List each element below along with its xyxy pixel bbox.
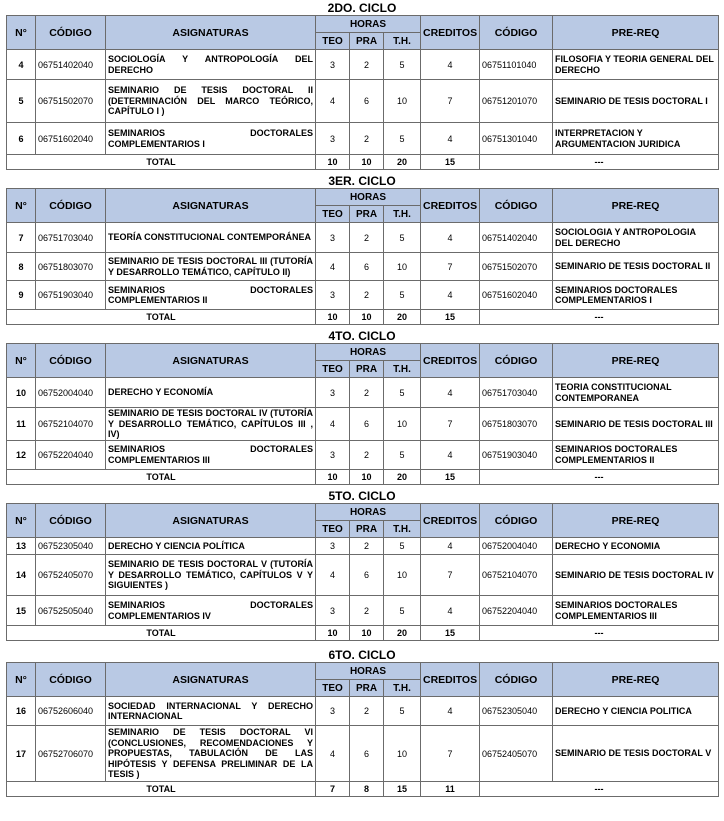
header-horas: HORAS	[316, 189, 421, 206]
total-pra: 10	[350, 626, 384, 641]
header-pra: PRA	[350, 680, 384, 697]
header-creditos: CREDITOS	[421, 663, 480, 697]
header-codigo-prereq: CÓDIGO	[480, 189, 553, 223]
course-code: 06751803070	[36, 253, 106, 281]
header-prereq: PRE-REQ	[553, 663, 719, 697]
row-number: 15	[7, 596, 36, 626]
prereq-name: INTERPRETACION Y ARGUMENTACION JURIDICA	[553, 123, 719, 155]
credits: 4	[421, 440, 480, 469]
credits: 4	[421, 596, 480, 626]
header-codigo: CÓDIGO	[36, 344, 106, 378]
course-name: SEMINARIO DE TESIS DOCTORAL III (TUTORÍA Y DESARROLLO TEMÁTICO, CAPÍTULO II)	[106, 253, 316, 281]
prereq-code: 06752104070	[480, 555, 553, 596]
prereq-name: TEORIA CONSTITUCIONAL CONTEMPORANEA	[553, 378, 719, 408]
prereq-code: 06751101040	[480, 50, 553, 80]
total-label: TOTAL	[7, 155, 316, 170]
course-code: 06752004040	[36, 378, 106, 408]
header-pra: PRA	[350, 521, 384, 538]
total-th: 20	[384, 626, 421, 641]
header-num: N°	[7, 344, 36, 378]
pra-hours: 6	[350, 80, 384, 123]
total-hours: 5	[384, 596, 421, 626]
header-codigo-prereq: CÓDIGO	[480, 16, 553, 50]
credits: 4	[421, 378, 480, 408]
header-prereq: PRE-REQ	[553, 344, 719, 378]
total-teo: 10	[316, 155, 350, 170]
total-row	[7, 469, 719, 484]
header-codigo-prereq: CÓDIGO	[480, 663, 553, 697]
total-hours: 5	[384, 378, 421, 408]
total-row	[7, 782, 719, 797]
teo-hours: 4	[316, 80, 350, 123]
cycle-title: 3ER. CICLO	[328, 174, 396, 188]
prereq-name: SEMINARIO DE TESIS DOCTORAL I	[553, 80, 719, 123]
course-code: 06751703040	[36, 223, 106, 253]
table-row	[7, 253, 719, 281]
header-codigo: CÓDIGO	[36, 16, 106, 50]
row-number: 14	[7, 555, 36, 596]
credits: 4	[421, 538, 480, 555]
total-hours: 5	[384, 50, 421, 80]
course-name: SEMINARIO DE TESIS DOCTORAL V (TUTORÍA Y DESARROLLO TEMÁTICO, CAPÍTULOS V Y SIGUIENTES )	[106, 555, 316, 596]
header-prereq: PRE-REQ	[553, 16, 719, 50]
table-row	[7, 697, 719, 726]
prereq-code: 06752004040	[480, 538, 553, 555]
course-name: SEMINARIO DE TESIS DOCTORAL IV (TUTORÍA Y DESARROLLO TEMÁTICO, CAPÍTULOS III , IV)	[106, 408, 316, 441]
total-teo: 10	[316, 469, 350, 484]
row-number: 11	[7, 408, 36, 441]
header-th: T.H.	[384, 361, 421, 378]
total-hours: 5	[384, 281, 421, 310]
total-label: TOTAL	[7, 782, 316, 797]
teo-hours: 4	[316, 555, 350, 596]
prereq-code: 06751201070	[480, 80, 553, 123]
header-teo: TEO	[316, 680, 350, 697]
course-code: 06751903040	[36, 281, 106, 310]
course-name: SEMINARIO DE TESIS DOCTORAL II (DETERMINACIÓN DEL MARCO TEÓRICO, CAPÍTULO I )	[106, 80, 316, 123]
total-label: TOTAL	[7, 469, 316, 484]
header-th: T.H.	[384, 33, 421, 50]
course-name: SEMINARIOS DOCTORALES COMPLEMENTARIOS II	[106, 281, 316, 310]
row-number: 13	[7, 538, 36, 555]
total-prereq: ---	[480, 626, 719, 641]
row-number: 17	[7, 726, 36, 782]
total-pra: 10	[350, 310, 384, 325]
teo-hours: 3	[316, 596, 350, 626]
course-code: 06752104070	[36, 408, 106, 441]
course-name: SOCIEDAD INTERNACIONAL Y DERECHO INTERNACIONAL	[106, 697, 316, 726]
teo-hours: 3	[316, 50, 350, 80]
header-asignaturas: ASIGNATURAS	[106, 663, 316, 697]
teo-hours: 3	[316, 281, 350, 310]
prereq-code: 06751502070	[480, 253, 553, 281]
header-teo: TEO	[316, 206, 350, 223]
pra-hours: 2	[350, 697, 384, 726]
row-number: 7	[7, 223, 36, 253]
header-codigo: CÓDIGO	[36, 189, 106, 223]
row-number: 8	[7, 253, 36, 281]
header-th: T.H.	[384, 521, 421, 538]
header-horas: HORAS	[316, 663, 421, 680]
prereq-code: 06751301040	[480, 123, 553, 155]
total-th: 15	[384, 782, 421, 797]
total-pra: 8	[350, 782, 384, 797]
course-code: 06751602040	[36, 123, 106, 155]
table-row	[7, 726, 719, 782]
total-hours: 10	[384, 80, 421, 123]
total-teo: 7	[316, 782, 350, 797]
header-pra: PRA	[350, 361, 384, 378]
row-number: 9	[7, 281, 36, 310]
header-creditos: CREDITOS	[421, 344, 480, 378]
row-number: 10	[7, 378, 36, 408]
credits: 7	[421, 80, 480, 123]
course-name: DERECHO Y CIENCIA POLÍTICA	[106, 538, 316, 555]
prereq-name: SEMINARIOS DOCTORALES COMPLEMENTARIOS III	[553, 596, 719, 626]
total-hours: 10	[384, 726, 421, 782]
header-creditos: CREDITOS	[421, 16, 480, 50]
total-hours: 10	[384, 555, 421, 596]
header-creditos: CREDITOS	[421, 504, 480, 538]
prereq-name: SEMINARIO DE TESIS DOCTORAL V	[553, 726, 719, 782]
teo-hours: 3	[316, 378, 350, 408]
total-label: TOTAL	[7, 310, 316, 325]
cycle-title: 6TO. CICLO	[328, 648, 396, 662]
total-credits: 15	[421, 626, 480, 641]
row-number: 6	[7, 123, 36, 155]
teo-hours: 3	[316, 123, 350, 155]
total-pra: 10	[350, 155, 384, 170]
cycle-title: 4TO. CICLO	[328, 329, 396, 343]
pra-hours: 2	[350, 378, 384, 408]
total-prereq: ---	[480, 310, 719, 325]
table-row	[7, 223, 719, 253]
prereq-code: 06752204040	[480, 596, 553, 626]
header-prereq: PRE-REQ	[553, 189, 719, 223]
credits: 4	[421, 123, 480, 155]
header-teo: TEO	[316, 33, 350, 50]
total-credits: 15	[421, 310, 480, 325]
header-codigo: CÓDIGO	[36, 663, 106, 697]
header-prereq: PRE-REQ	[553, 504, 719, 538]
table-row	[7, 440, 719, 469]
credits: 4	[421, 50, 480, 80]
cycle-title: 2DO. CICLO	[327, 1, 397, 15]
pra-hours: 2	[350, 123, 384, 155]
table-row	[7, 555, 719, 596]
cycle-table-3	[6, 188, 719, 325]
header-codigo-prereq: CÓDIGO	[480, 344, 553, 378]
pra-hours: 6	[350, 408, 384, 441]
course-code: 06751502070	[36, 80, 106, 123]
header-horas: HORAS	[316, 504, 421, 521]
pra-hours: 2	[350, 596, 384, 626]
pra-hours: 6	[350, 726, 384, 782]
header-num: N°	[7, 16, 36, 50]
teo-hours: 3	[316, 697, 350, 726]
cycle-title: 5TO. CICLO	[328, 489, 396, 503]
credits: 7	[421, 726, 480, 782]
total-row	[7, 626, 719, 641]
credits: 7	[421, 555, 480, 596]
teo-hours: 4	[316, 253, 350, 281]
total-th: 20	[384, 155, 421, 170]
prereq-name: FILOSOFIA Y TEORIA GENERAL DEL DERECHO	[553, 50, 719, 80]
prereq-code: 06752405070	[480, 726, 553, 782]
teo-hours: 3	[316, 440, 350, 469]
table-row	[7, 408, 719, 441]
teo-hours: 4	[316, 726, 350, 782]
prereq-name: SOCIOLOGIA Y ANTROPOLOGIA DEL DERECHO	[553, 223, 719, 253]
header-th: T.H.	[384, 680, 421, 697]
credits: 4	[421, 697, 480, 726]
table-row	[7, 281, 719, 310]
header-pra: PRA	[350, 33, 384, 50]
total-row	[7, 155, 719, 170]
course-name: TEORÍA CONSTITUCIONAL CONTEMPORÁNEA	[106, 223, 316, 253]
credits: 7	[421, 253, 480, 281]
prereq-name: SEMINARIOS DOCTORALES COMPLEMENTARIOS I	[553, 281, 719, 310]
total-hours: 5	[384, 538, 421, 555]
table-row	[7, 378, 719, 408]
prereq-name: SEMINARIO DE TESIS DOCTORAL II	[553, 253, 719, 281]
course-name: DERECHO Y ECONOMÍA	[106, 378, 316, 408]
total-credits: 11	[421, 782, 480, 797]
header-teo: TEO	[316, 361, 350, 378]
prereq-code: 06751402040	[480, 223, 553, 253]
course-code: 06752505040	[36, 596, 106, 626]
pra-hours: 2	[350, 223, 384, 253]
header-asignaturas: ASIGNATURAS	[106, 344, 316, 378]
prereq-name: SEMINARIO DE TESIS DOCTORAL IV	[553, 555, 719, 596]
row-number: 4	[7, 50, 36, 80]
total-hours: 5	[384, 123, 421, 155]
header-codigo: CÓDIGO	[36, 504, 106, 538]
prereq-code: 06751602040	[480, 281, 553, 310]
total-hours: 10	[384, 408, 421, 441]
table-row	[7, 50, 719, 80]
table-row	[7, 596, 719, 626]
teo-hours: 3	[316, 223, 350, 253]
total-credits: 15	[421, 155, 480, 170]
course-code: 06752305040	[36, 538, 106, 555]
total-prereq: ---	[480, 155, 719, 170]
prereq-name: SEMINARIO DE TESIS DOCTORAL III	[553, 408, 719, 441]
credits: 4	[421, 223, 480, 253]
row-number: 16	[7, 697, 36, 726]
course-code: 06751402040	[36, 50, 106, 80]
total-hours: 5	[384, 440, 421, 469]
header-num: N°	[7, 663, 36, 697]
row-number: 5	[7, 80, 36, 123]
total-th: 20	[384, 469, 421, 484]
table-row	[7, 80, 719, 123]
pra-hours: 2	[350, 440, 384, 469]
total-hours: 5	[384, 223, 421, 253]
course-name: SOCIOLOGÍA Y ANTROPOLOGÍA DEL DERECHO	[106, 50, 316, 80]
total-credits: 15	[421, 469, 480, 484]
total-hours: 10	[384, 253, 421, 281]
course-name: SEMINARIOS DOCTORALES COMPLEMENTARIOS IV	[106, 596, 316, 626]
credits: 7	[421, 408, 480, 441]
course-code: 06752706070	[36, 726, 106, 782]
course-name: SEMINARIOS DOCTORALES COMPLEMENTARIOS III	[106, 440, 316, 469]
course-name: SEMINARIOS DOCTORALES COMPLEMENTARIOS I	[106, 123, 316, 155]
pra-hours: 2	[350, 50, 384, 80]
total-prereq: ---	[480, 782, 719, 797]
header-codigo-prereq: CÓDIGO	[480, 504, 553, 538]
teo-hours: 3	[316, 538, 350, 555]
header-th: T.H.	[384, 206, 421, 223]
prereq-code: 06751703040	[480, 378, 553, 408]
cycle-table-2	[6, 15, 719, 170]
header-teo: TEO	[316, 521, 350, 538]
total-row	[7, 310, 719, 325]
cycle-table-4	[6, 343, 719, 485]
credits: 4	[421, 281, 480, 310]
total-teo: 10	[316, 626, 350, 641]
pra-hours: 6	[350, 253, 384, 281]
prereq-code: 06751803070	[480, 408, 553, 441]
header-asignaturas: ASIGNATURAS	[106, 16, 316, 50]
prereq-name: SEMINARIOS DOCTORALES COMPLEMENTARIOS II	[553, 440, 719, 469]
row-number: 12	[7, 440, 36, 469]
header-asignaturas: ASIGNATURAS	[106, 189, 316, 223]
total-th: 20	[384, 310, 421, 325]
header-num: N°	[7, 504, 36, 538]
course-code: 06752606040	[36, 697, 106, 726]
header-pra: PRA	[350, 206, 384, 223]
header-horas: HORAS	[316, 344, 421, 361]
teo-hours: 4	[316, 408, 350, 441]
cycle-table-6	[6, 662, 719, 797]
prereq-name: DERECHO Y CIENCIA POLITICA	[553, 697, 719, 726]
course-name: SEMINARIO DE TESIS DOCTORAL VI (CONCLUSIONES, RECOMENDACIONES Y PROPUESTAS, TABULACIÓN DE LAS HIPÓTESIS Y DEFENSA PRELIMINAR DE LA TESIS )	[106, 726, 316, 782]
prereq-code: 06751903040	[480, 440, 553, 469]
total-pra: 10	[350, 469, 384, 484]
total-hours: 5	[384, 697, 421, 726]
table-row	[7, 538, 719, 555]
total-teo: 10	[316, 310, 350, 325]
header-horas: HORAS	[316, 16, 421, 33]
pra-hours: 6	[350, 555, 384, 596]
cycle-table-5	[6, 503, 719, 641]
pra-hours: 2	[350, 281, 384, 310]
prereq-code: 06752305040	[480, 697, 553, 726]
total-label: TOTAL	[7, 626, 316, 641]
total-prereq: ---	[480, 469, 719, 484]
header-asignaturas: ASIGNATURAS	[106, 504, 316, 538]
header-creditos: CREDITOS	[421, 189, 480, 223]
header-num: N°	[7, 189, 36, 223]
pra-hours: 2	[350, 538, 384, 555]
prereq-name: DERECHO Y ECONOMIA	[553, 538, 719, 555]
course-code: 06752405070	[36, 555, 106, 596]
table-row	[7, 123, 719, 155]
course-code: 06752204040	[36, 440, 106, 469]
